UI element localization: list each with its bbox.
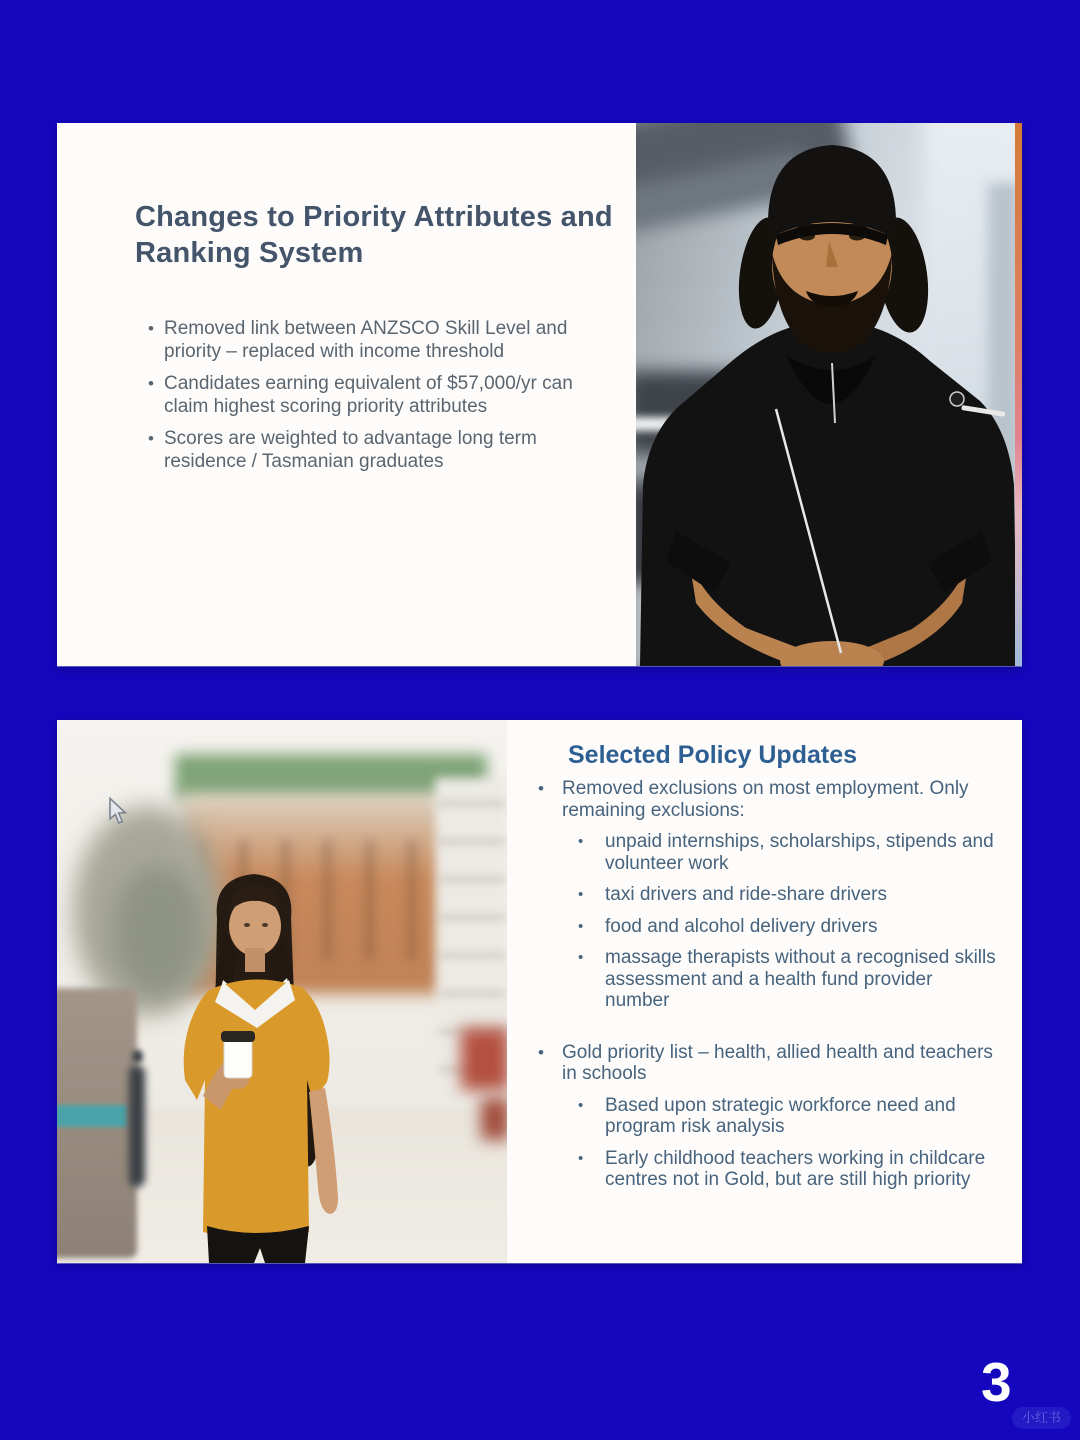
slide2-sub-bullet: • taxi drivers and ride-share drivers [507,884,1022,906]
slide2-sub-bullet: • food and alcohol delivery drivers [507,916,1022,938]
slide2-bullet: • Gold priority list – health, allied health and teachers in schools [507,1042,1022,1085]
page-number: 3 [981,1351,1012,1413]
slide2-bullet: • Removed exclusions on most employment. Only remaining exclusions: [507,778,1022,821]
slide2-title: Selected Policy Updates [568,741,858,769]
slide-bottom [57,720,1022,1263]
slide2-text-block [507,720,1022,1263]
chef-photo [636,123,1022,666]
slide1-text-block [135,123,615,482]
photo-edge-stripe [1015,123,1022,666]
slide1-bullet: • Removed link between ANZSCO Skill Level and priority – replaced with income threshold [135,317,585,363]
slide2-sub-bullet: • Early childhood teachers working in childcare centres not in Gold, but are still high priority [507,1148,1022,1191]
slide2-sub-bullet: • massage therapists without a recognised skills assessment and a health fund provider number [507,947,1022,1012]
mouse-cursor-icon [108,797,128,825]
watermark-badge: 小红书 [1012,1407,1071,1429]
slide2-sub-bullet: • Based upon strategic workforce need and program risk analysis [507,1095,1022,1138]
slide1-bullet: • Candidates earning equivalent of $57,000/yr can claim highest scoring priority attributes [135,372,585,418]
slide1-bullet-list [135,317,585,473]
chef-figure [636,123,1022,666]
slide-top [57,123,1022,666]
slide1-title: Changes to Priority Attributes and Ranking System [135,201,613,269]
slide1-bullet: • Scores are weighted to advantage long term residence / Tasmanian graduates [135,427,585,473]
slide2-sub-bullet: • unpaid internships, scholarships, stipends and volunteer work [507,831,1022,874]
